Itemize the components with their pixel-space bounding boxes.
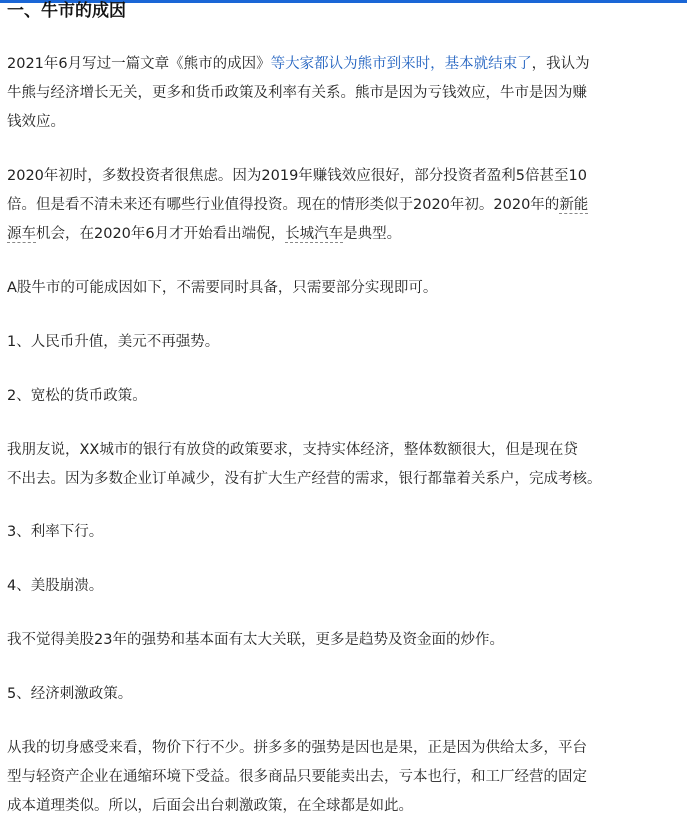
p2-line-1: 2020年初时，多数投资者很焦虑。因为2019年赚钱效应很好，部分投资者盈利5倍甚至10 bbox=[7, 168, 587, 184]
paragraph-experience bbox=[7, 734, 679, 821]
keyword-new-energy-b[interactable]: 源车 bbox=[7, 226, 36, 242]
list-item-5: 5、经济刺激政策。 bbox=[7, 686, 133, 702]
section-title: 一、牛市的成因 bbox=[7, 1, 126, 21]
keyword-great-wall-motor[interactable]: 长城汽车 bbox=[285, 226, 344, 242]
intro-line-2: 牛熊与经济增长无关，更多和货币政策及利率有关系。熊市是因为亏钱效应，牛市是因为赚 bbox=[7, 85, 587, 101]
list-item-2: 2、宽松的货币政策。 bbox=[7, 388, 147, 404]
p2-line-2a: 倍。但是看不清未来还有哪些行业值得投资。现在的情形类似于2020年初。2020年的 bbox=[7, 197, 560, 213]
intro-text-b: ，我认为 bbox=[531, 56, 590, 72]
p6-line-1: 我朋友说，XX城市的银行有放贷的政策要求，支持实体经济，整体数额很大，但是现在贷 bbox=[7, 442, 578, 458]
article-link[interactable]: 等大家都认为熊市到来时，基本就结束了 bbox=[270, 56, 532, 72]
list-item-4: 4、美股崩溃。 bbox=[7, 578, 104, 594]
paragraph-causes: A股牛市的可能成因如下，不需要同时具备，只需要部分实现即可。 bbox=[7, 280, 438, 296]
list-item-1: 1、人民币升值，美元不再强势。 bbox=[7, 334, 220, 350]
p11-line-3: 成本道理类似。所以，后面会出台刺激政策，在全球都是如此。 bbox=[7, 798, 413, 814]
paragraph-2020 bbox=[7, 162, 679, 249]
p11-line-1: 从我的切身感受来看，物价下行不少。拼多多的强势是因也是果，正是因为供给太多，平台 bbox=[7, 740, 587, 756]
paragraph-friend bbox=[7, 436, 679, 494]
p2-line-3b: 是典型。 bbox=[343, 226, 402, 242]
paragraph-us-stocks: 我不觉得美股23年的强势和基本面有太大关联，更多是趋势及资金面的炒作。 bbox=[7, 632, 504, 648]
intro-text-a: 2021年6月写过一篇文章《熊市的成因》 bbox=[7, 56, 271, 72]
list-item-3: 3、利率下行。 bbox=[7, 524, 104, 540]
keyword-new-energy-a[interactable]: 新能 bbox=[559, 197, 589, 213]
paragraph-intro bbox=[7, 50, 679, 137]
p11-line-2: 型与轻资产企业在通缩环境下受益。很多商品只要能卖出去，亏本也行，和工厂经营的固定 bbox=[7, 769, 587, 785]
p6-line-2: 不出去。因为多数企业订单减少，没有扩大生产经营的需求，银行都靠着关系户，完成考核。 bbox=[7, 471, 602, 487]
p2-line-3a: 机会，在2020年6月才开始看出端倪， bbox=[36, 226, 286, 242]
intro-line-3: 钱效应。 bbox=[7, 114, 65, 130]
